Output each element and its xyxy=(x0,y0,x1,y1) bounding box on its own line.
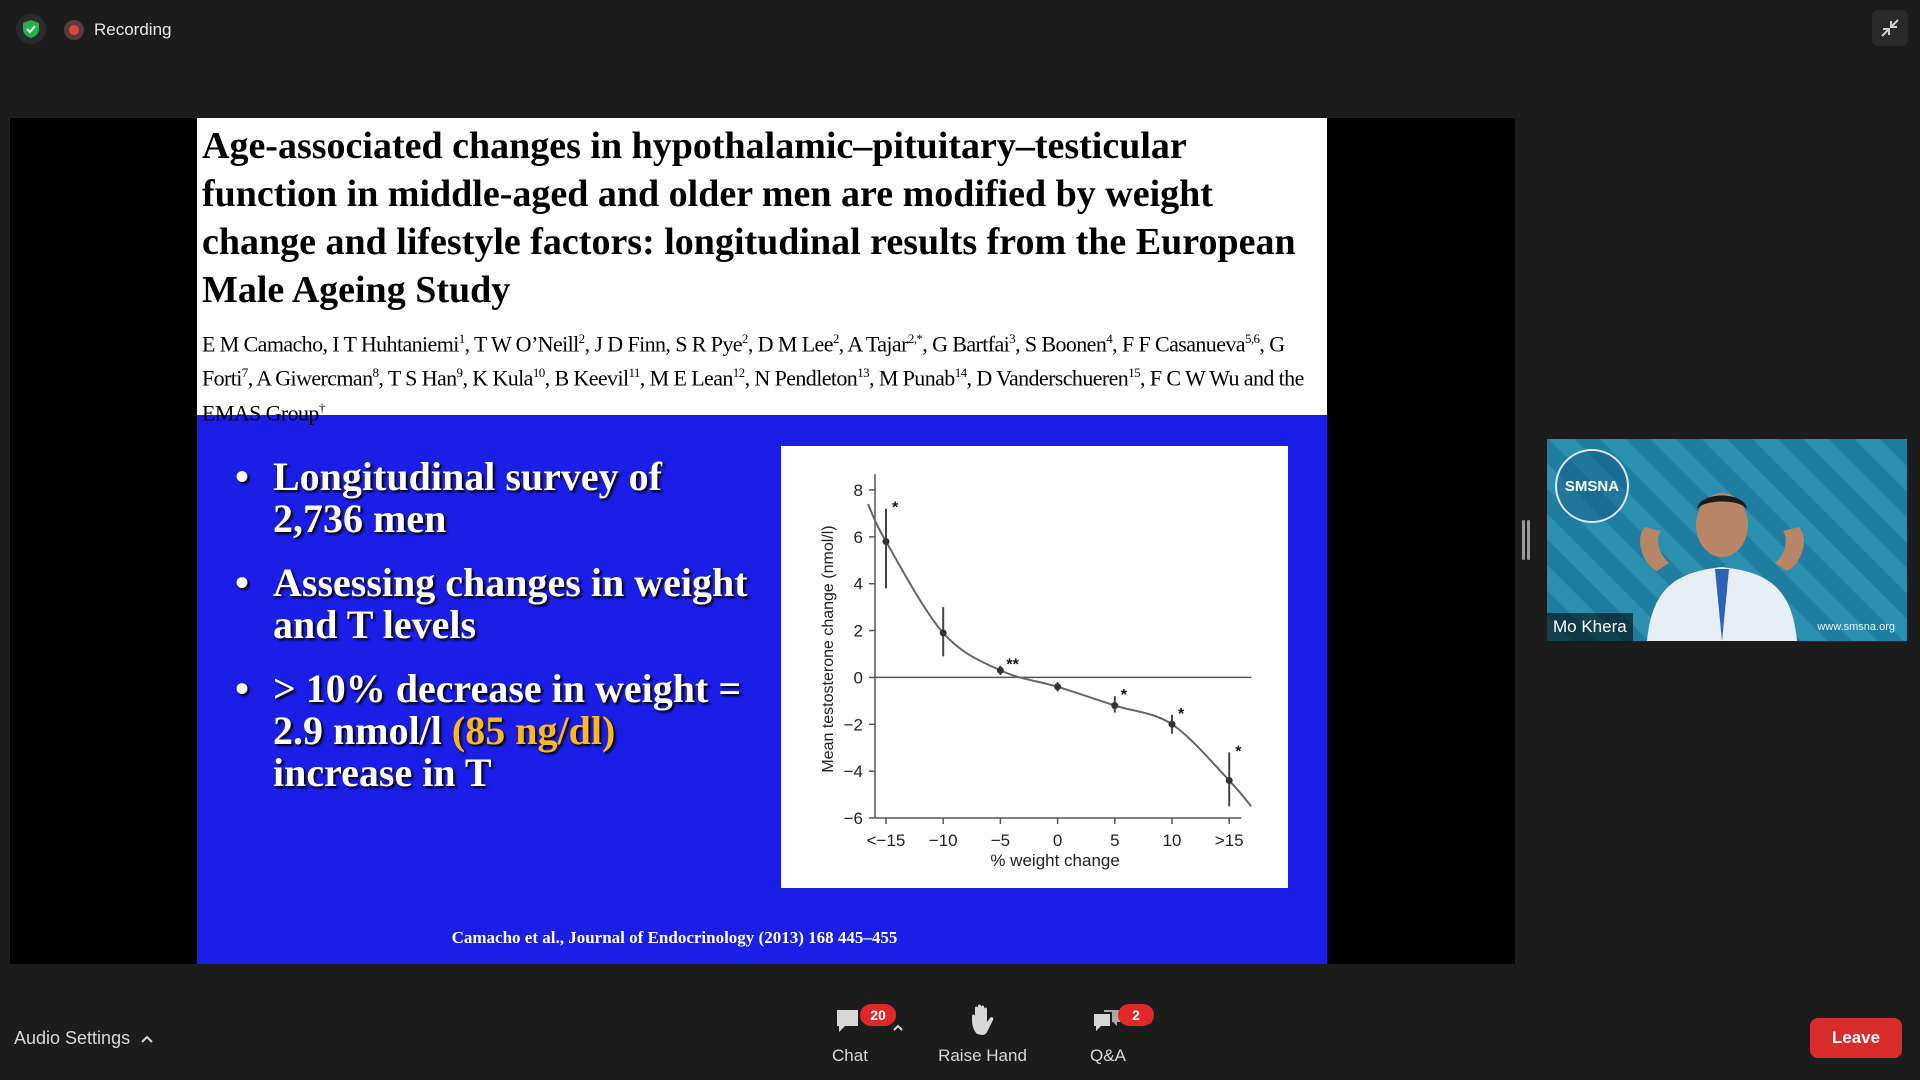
author-affiliation: 2 xyxy=(832,331,839,346)
author-name: D M Lee xyxy=(757,331,833,357)
collapse-icon xyxy=(1880,18,1900,38)
paper-authors: E M Camacho, I T Huhtaniemi$^1$, T W O’Neill$^2$, J D Finn, S R Pye$^2$, D M Lee$^2$, A Tajar$^{2,*}$, G Bartfai$^3$, S Boonen$^4$, F F Casanueva$^{5,6}$, G Forti$^7$, A Giwercman$^8$, T S Han$^9$, K Kula$^{10}$, B Keevil$^{11}$, M E Lean$^{12}$, N Pendleton$^{13}$, M Punab$^{14}$, D Vanderschueren$^{15}$, F C W Wu and the EMAS Group† xyxy=(202,331,1304,425)
author-affiliation: 2,* xyxy=(907,331,923,346)
chat-options-chevron[interactable] xyxy=(892,1018,904,1036)
chat-label: Chat xyxy=(832,1046,868,1065)
panel-resize-handle[interactable] xyxy=(1527,520,1530,560)
y-tick-label: 0 xyxy=(853,668,863,688)
chat-button[interactable] xyxy=(820,1000,886,1066)
author-affiliation: 2 xyxy=(578,331,585,346)
author-affiliation: 11 xyxy=(628,365,640,381)
data-point xyxy=(1054,683,1061,690)
y-tick-label: −4 xyxy=(843,762,863,782)
author-name: F F Casanueva xyxy=(1121,331,1245,357)
exit-fullscreen-button[interactable] xyxy=(1872,10,1908,46)
author-name: S R Pye xyxy=(675,331,742,357)
author-name: M Punab xyxy=(878,365,955,391)
chart-panel xyxy=(781,446,1288,888)
author-affiliation: 2 xyxy=(741,331,748,346)
author-affiliation: 3 xyxy=(1009,331,1016,346)
data-point xyxy=(1169,721,1176,728)
significance-marker: * xyxy=(1178,705,1185,723)
participant-name: Mo Khera xyxy=(1547,613,1633,641)
author-name: T W O’Neill xyxy=(474,331,579,357)
raise-hand-label: Raise Hand xyxy=(938,1046,1027,1065)
paper-header xyxy=(197,118,1327,425)
data-point xyxy=(940,629,947,636)
author-name: N Pendleton xyxy=(754,365,858,391)
y-tick-label: 6 xyxy=(853,527,863,547)
x-tick-label: −10 xyxy=(928,831,958,850)
y-tick-label: −6 xyxy=(843,809,863,828)
author-affiliation: † xyxy=(318,399,325,415)
x-tick-label: −5 xyxy=(990,831,1011,850)
security-shield-icon[interactable] xyxy=(16,14,46,44)
highlight-text: (85 ng/dl) xyxy=(451,708,616,753)
data-point xyxy=(1111,702,1118,709)
data-point xyxy=(883,538,890,545)
x-tick-label: 10 xyxy=(1162,831,1182,850)
organization-logo: SMSNA xyxy=(1555,449,1629,523)
presentation-slide xyxy=(197,118,1327,964)
y-tick-label: −2 xyxy=(843,715,863,735)
author-name: D Vanderschueren xyxy=(976,365,1129,391)
participant-silhouette xyxy=(1617,467,1827,641)
bullet-item: • Assessing changes in weight and T levels xyxy=(235,562,755,646)
author-affiliation: 12 xyxy=(732,365,745,381)
bullet-item: • > 10% decrease in weight = 2.9 nmol/l (85 ng/dl) increase in T xyxy=(235,668,755,794)
chevron-up-icon xyxy=(892,1023,904,1031)
x-tick-label: 0 xyxy=(1052,831,1063,850)
y-tick-label: 2 xyxy=(853,621,863,641)
author-affiliation: 15 xyxy=(1128,365,1141,381)
top-bar xyxy=(0,0,1920,60)
testosterone-weight-chart xyxy=(781,446,1288,888)
slide-bullets xyxy=(235,456,755,816)
author-name: J D Finn xyxy=(594,331,666,357)
x-tick-label: <−15 xyxy=(866,831,906,850)
qa-button[interactable] xyxy=(1078,1000,1138,1066)
raise-hand-icon xyxy=(969,1004,997,1036)
author-name: M E Lean xyxy=(649,365,733,391)
leave-button[interactable]: Leave xyxy=(1810,1018,1902,1058)
significance-marker: ** xyxy=(1006,656,1019,674)
x-axis-label: % weight change xyxy=(990,851,1120,870)
author-affiliation: 13 xyxy=(857,365,869,381)
author-name: G Forti xyxy=(202,331,1285,391)
author-name: G Bartfai xyxy=(932,331,1010,357)
video-url: www.smsna.org xyxy=(1817,621,1895,633)
significance-marker: * xyxy=(1120,687,1128,705)
data-point xyxy=(997,667,1004,674)
significance-marker: * xyxy=(1235,743,1242,761)
author-affiliation: 8 xyxy=(372,365,379,381)
author-name: K Kula xyxy=(472,365,533,391)
author-name: F C W Wu and the EMAS Group xyxy=(202,365,1304,425)
y-tick-label: 8 xyxy=(853,481,863,500)
y-tick-label: 4 xyxy=(853,574,863,594)
significance-marker: * xyxy=(892,499,899,517)
author-affiliation: 7 xyxy=(241,365,248,381)
recording-label: Recording xyxy=(94,20,172,39)
bullet-item: • Longitudinal survey of 2,736 men xyxy=(235,456,755,540)
chat-count-badge: 20 xyxy=(860,1004,896,1026)
qa-count-badge: 2 xyxy=(1118,1004,1154,1026)
qa-label: Q&A xyxy=(1090,1046,1126,1065)
series-line xyxy=(868,504,1251,806)
author-name: T S Han xyxy=(387,365,457,391)
audio-settings-button[interactable] xyxy=(14,1028,154,1049)
author-name: B Keevil xyxy=(554,365,629,391)
author-affiliation: 14 xyxy=(954,365,967,381)
recording-icon xyxy=(64,20,84,40)
participant-video[interactable] xyxy=(1547,439,1907,641)
recording-indicator[interactable] xyxy=(64,16,172,44)
audio-settings-label: Audio Settings xyxy=(14,1028,131,1048)
paper-title: Age-associated changes in hypothalamic–pituitary–testicular function in middle-aged and older men are modified by weight change and lifestyle factors: longitudinal results from the European Male Ageing Study xyxy=(202,125,1296,311)
panel-resize-handle[interactable] xyxy=(1522,520,1525,560)
author-affiliation: 10 xyxy=(532,365,545,381)
author-affiliation: 9 xyxy=(456,365,463,381)
author-name: A Tajar xyxy=(847,331,908,357)
raise-hand-button[interactable] xyxy=(930,1000,1035,1066)
author-affiliation: 4 xyxy=(1106,331,1113,346)
author-name: E M Camacho xyxy=(202,331,323,357)
citation: Camacho et al., Journal of Endocrinology (2013) 168 445–455 xyxy=(451,928,898,947)
x-tick-label: >15 xyxy=(1214,831,1244,850)
chevron-up-icon xyxy=(140,1034,154,1044)
data-point xyxy=(1226,777,1233,784)
author-name: A Giwercman xyxy=(256,365,373,391)
author-affiliation: 1 xyxy=(458,331,465,346)
author-affiliation: 5,6 xyxy=(1244,331,1260,346)
x-tick-label: 5 xyxy=(1110,831,1120,850)
author-name: I T Huhtaniemi xyxy=(332,331,459,357)
y-axis-label: Mean testosterone change (nmol/l) xyxy=(820,525,837,773)
author-name: S Boonen xyxy=(1024,331,1107,357)
